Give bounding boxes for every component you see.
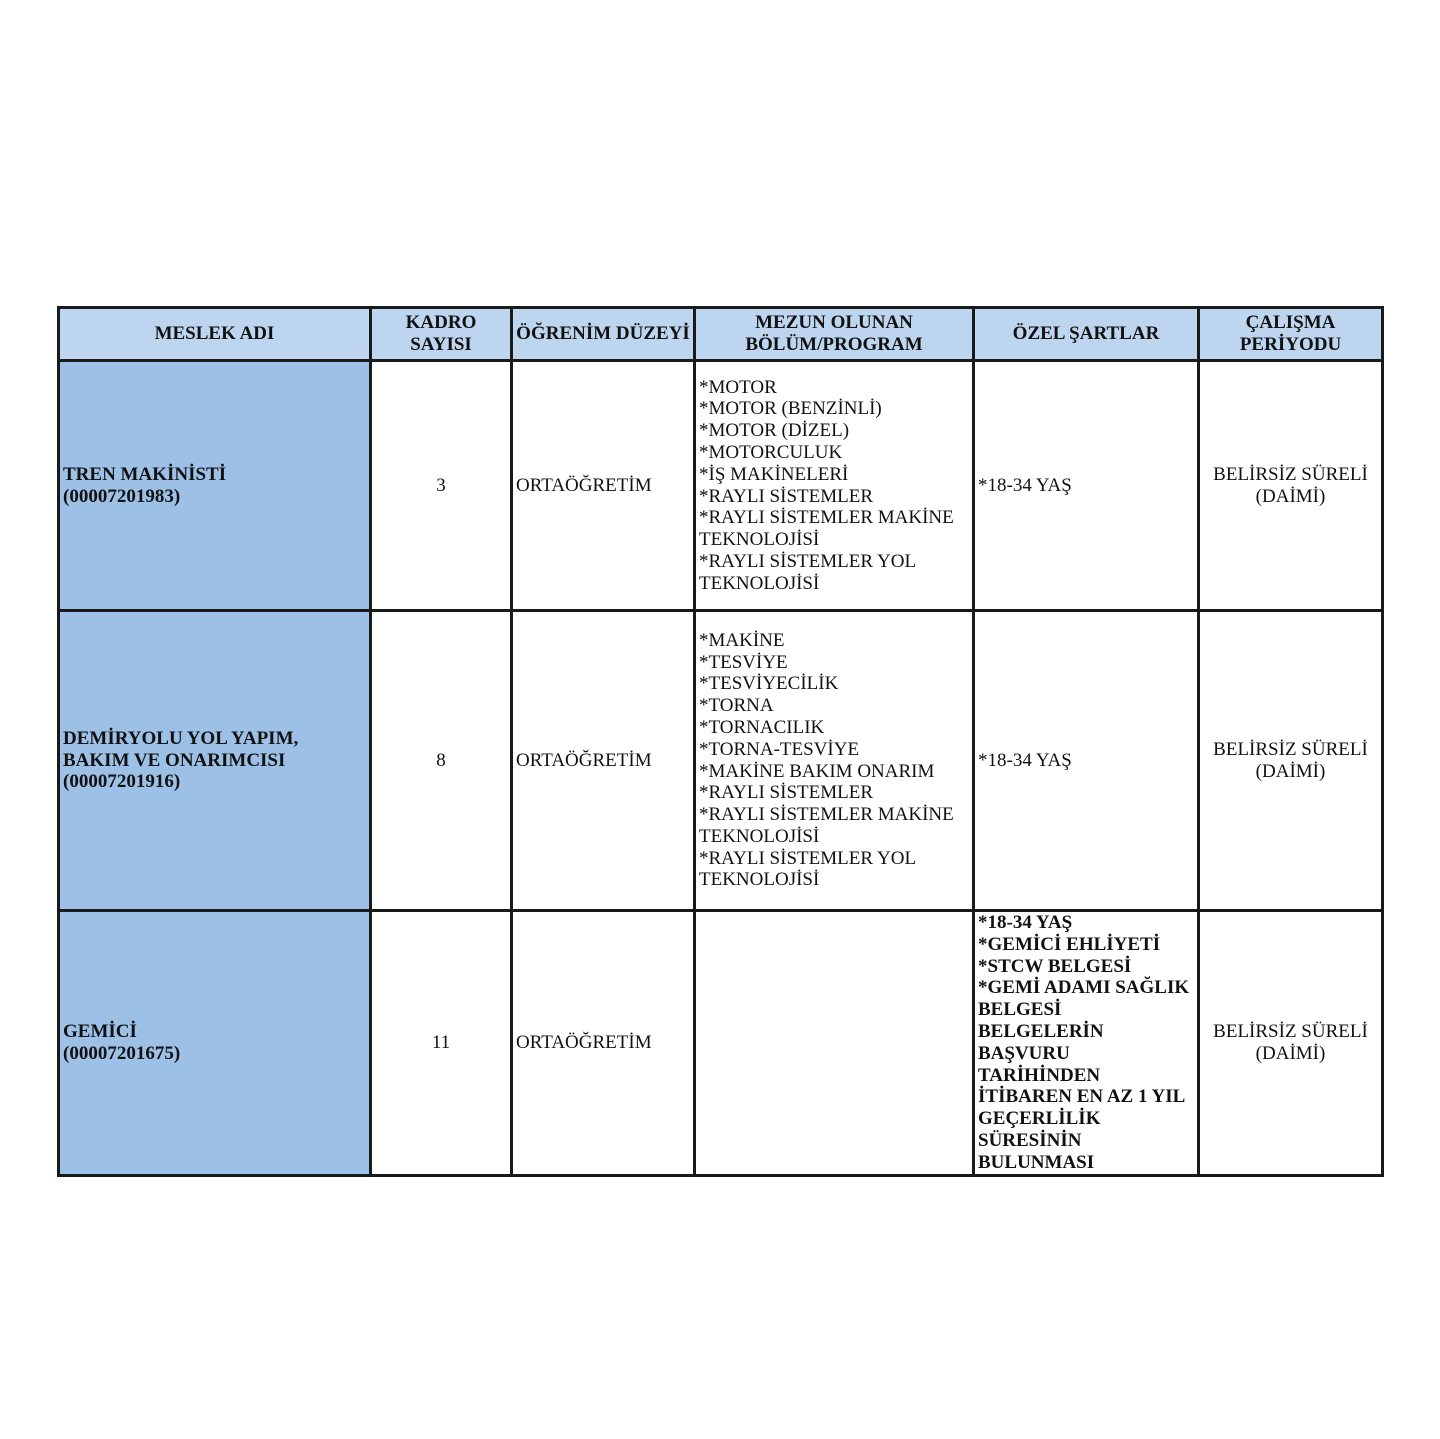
position-count-cell: 8 — [371, 611, 512, 911]
job-name-cell: TREN MAKİNİSTİ (00007201983) — [59, 361, 371, 611]
header-program: MEZUN OLUNAN BÖLÜM/PROGRAM — [695, 308, 974, 361]
table-row — [59, 361, 1383, 611]
job-name-cell: DEMİRYOLU YOL YAPIM, BAKIM VE ONARIMCISI (00007201916) — [59, 611, 371, 911]
job-name-cell: GEMİCİ (00007201675) — [59, 911, 371, 1176]
position-count-cell: 11 — [371, 911, 512, 1176]
education-cell: ORTAÖĞRETİM — [512, 911, 695, 1176]
program-cell — [695, 911, 974, 1176]
jobs-table — [57, 306, 1384, 1177]
header-count: KADRO SAYISI — [371, 308, 512, 361]
header-requirements: ÖZEL ŞARTLAR — [974, 308, 1199, 361]
education-cell: ORTAÖĞRETİM — [512, 611, 695, 911]
requirements-cell: *18-34 YAŞ — [974, 361, 1199, 611]
table-row — [59, 911, 1383, 1176]
position-count-cell: 3 — [371, 361, 512, 611]
header-period: ÇALIŞMA PERİYODU — [1199, 308, 1383, 361]
period-cell: BELİRSİZ SÜRELİ (DAİMİ) — [1199, 911, 1383, 1176]
header-name: MESLEK ADI — [59, 308, 371, 361]
header-education: ÖĞRENİM DÜZEYİ — [512, 308, 695, 361]
requirements-cell: *18-34 YAŞ — [974, 611, 1199, 911]
requirements-cell: *18-34 YAŞ *GEMİCİ EHLİYETİ *STCW BELGESİ *GEMİ ADAMI SAĞLIK BELGESİ BELGELERİN BAŞVURU TARİHİNDEN İTİBAREN EN AZ 1 YIL GEÇERLİLİK SÜRESİNİN BULUNMASI — [974, 911, 1199, 1176]
header-row — [59, 308, 1383, 361]
program-cell: *MAKİNE *TESVİYE *TESVİYECİLİK *TORNA *TORNACILIK *TORNA-TESVİYE *MAKİNE BAKIM ONARIM *RAYLI SİSTEMLER *RAYLI SİSTEMLER MAKİNE TEKNOLOJİSİ *RAYLI SİSTEMLER YOL TEKNOLOJİSİ — [695, 611, 974, 911]
program-cell: *MOTOR *MOTOR (BENZİNLİ) *MOTOR (DİZEL) *MOTORCULUK *İŞ MAKİNELERİ *RAYLI SİSTEMLER *RAYLI SİSTEMLER MAKİNE TEKNOLOJİSİ *RAYLI SİSTEMLER YOL TEKNOLOJİSİ — [695, 361, 974, 611]
period-cell: BELİRSİZ SÜRELİ (DAİMİ) — [1199, 361, 1383, 611]
period-cell: BELİRSİZ SÜRELİ (DAİMİ) — [1199, 611, 1383, 911]
table-row — [59, 611, 1383, 911]
education-cell: ORTAÖĞRETİM — [512, 361, 695, 611]
